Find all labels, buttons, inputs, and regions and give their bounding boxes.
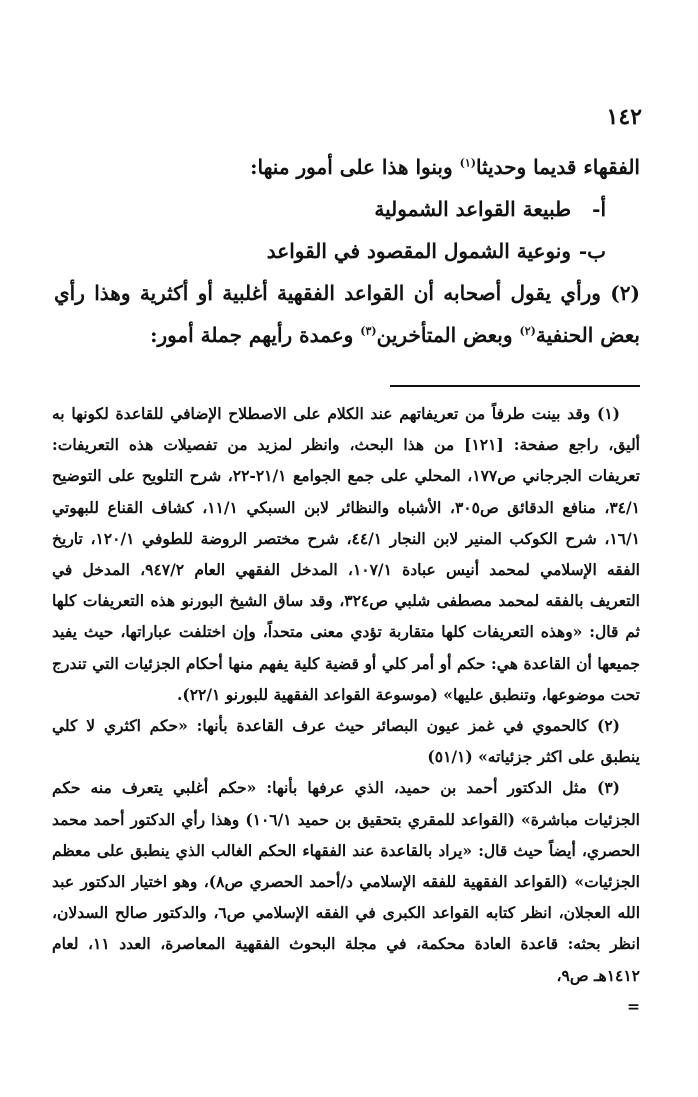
- footnote-1: (١) وقد بينت طرفاً من تعريفاتهم عند الكلام على الاصطلاح الإضافي للقاعدة لكونها به أليق، راجع صفحة: [١٢١] من هذا البحث، وانظر لمزيد من تفصيلات هذه التعريفات: تعريفات الجرجاني ص١٧٧، المحلي على جمع الجوامع ٢١/١-٢٢، شرح التلويح على التوضيح ٣٤/١، منافع الدقائق ص٣٠٥، الأشباه والنظائر لابن السبكي ١١/١، كشاف القناع للبهوتي ١٦/١، شرح الكوكب المنير لابن النجار ٤٤/١، شرح مختصر الروضة للطوفي ١٢٠/١، تاريخ الفقه الإسلامي لمحمد أنيس عبادة ١٠٧/١، المدخل الفقهي العام ٩٤٧/٢، المدخل في التعريف بالفقه لمحمد مصطفى شلبي ص٣٢٤، وقد ساق الشيخ البورنو هذه التعريفات كلها ثم قال: «وهذه التعريفات كلها متقاربة تؤدي معنى متحداً، وإن اختلفت عباراتها، حيث يفيد جميعها أن القاعدة هي: حكم أو أمر كلي أو قضية كلية يفهم منها أحكام الجزئيات التي تندرج تحت موضوعها، وتنطبق عليها» (موسوعة القواعد الفقهية للبورنو ٢٢/١).: [52, 404, 640, 704]
- footnote-continuation-mark: =: [627, 996, 640, 1016]
- footnote-separator: [390, 385, 640, 387]
- footnote-ref-2[interactable]: (٢): [519, 324, 536, 338]
- opinion-text-mid: وبعض المتأخرين: [376, 323, 520, 347]
- list-text-b: ونوعية الشمول المقصود في القواعد: [266, 239, 572, 263]
- list-item-a: [54, 188, 640, 230]
- opinion-text-end: وعمدة رأيهم جملة أمور:: [150, 323, 361, 347]
- footnote-ref-1[interactable]: (١): [459, 156, 476, 170]
- intro-end-text: وبنوا هذا على أمور منها:: [250, 155, 460, 179]
- list-letter-a: أ-: [592, 197, 606, 221]
- intro-text: الفقهاء قديما وحديثا: [475, 155, 640, 179]
- page-number: ١٤٢: [606, 104, 642, 130]
- opinion-paragraph: [54, 272, 640, 356]
- footnote-3: (٣) مثل الدكتور أحمد بن حميد، الذي عرفها بأنها: «حكم أغلبي يتعرف منه حكم الجزئيات مباشرة» (القواعد للمقري بتحقيق بن حميد ١٠٦/١) وهذا رأي الدكتور أحمد محمد الحصري، أيضاً حيث قال: «يراد بالقاعدة عند الفقهاء الحكم الغالب الذي ينطبق على معظم الجزئيات» (القواعد الفقهية للفقه الإسلامي د/أحمد الحصري ص٨)، وهو اختيار الدكتور عبد الله العجلان، انظر كتابه القواعد الكبرى في الفقه الإسلامي ص٦، والدكتور صالح السدلان، انظر بحثه: قاعدة العادة محكمة، في مجلة البحوث الفقهية المعاصرة، العدد ١١، لعام ١٤١٢هـ ص٩،: [52, 778, 640, 985]
- intro-line: [54, 146, 640, 188]
- footnote-ref-3[interactable]: (٣): [360, 324, 377, 338]
- list-letter-b: ب-: [578, 239, 606, 263]
- main-text: [54, 146, 640, 356]
- footnote-2: (٢) كالحموي في غمز عيون البصائر حيث عرف القاعدة بأنها: «حكم اكثري لا كلي ينطبق على اكثر جزئياته» (٥١/١): [52, 716, 640, 767]
- footnotes-section: [52, 398, 640, 1022]
- list-text-a: طبيعة القواعد الشمولية: [374, 197, 572, 221]
- list-item-b: [54, 230, 640, 272]
- opinion-text-start: (٢) ورأي يقول أصحابه أن القواعد الفقهية أغلبية أو أكثرية وهذا رأي بعض الحنفية: [54, 281, 640, 347]
